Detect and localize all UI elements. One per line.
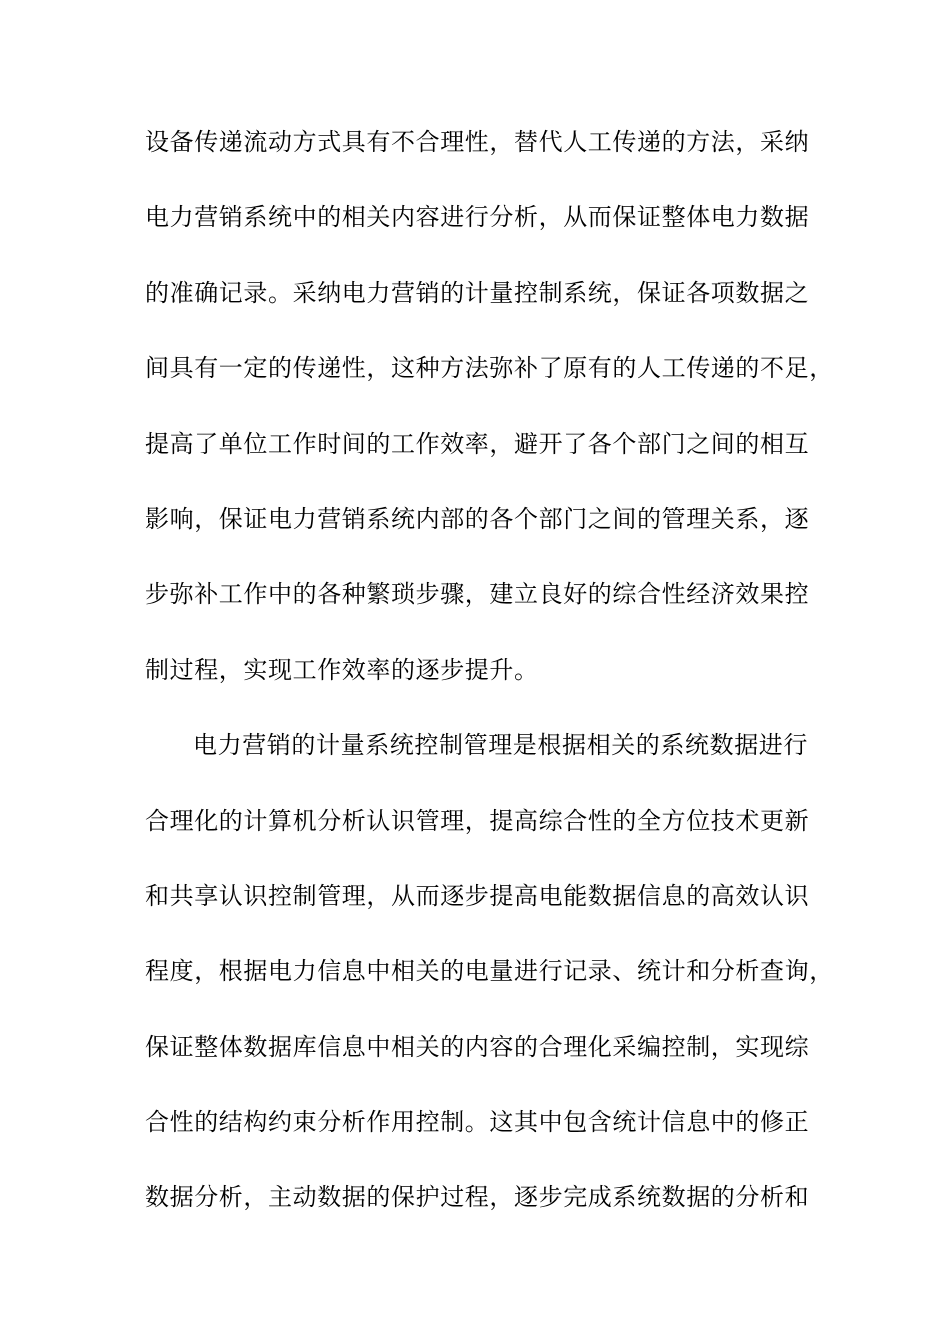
text-line: 间具有一定的传递性，这种方法弥补了原有的人工传递的不足， bbox=[145, 354, 834, 383]
text-line: 电力营销系统中的相关内容进行分析，从而保证整体电力数据 bbox=[145, 203, 810, 232]
text-line: 设备传递流动方式具有不合理性，替代人工传递的方法，采纳 bbox=[145, 128, 810, 156]
text-line: 数据分析，主动数据的保护过程，逐步完成系统数据的分析和 bbox=[145, 1183, 810, 1212]
text-line: 影响，保证电力营销系统内部的各个部门之间的管理关系，逐 bbox=[145, 504, 810, 533]
text-line: 程度，根据电力信息中相关的电量进行记录、统计和分析查询， bbox=[145, 957, 834, 986]
paragraph-start-line: 电力营销的计量系统控制管理是根据相关的系统数据进行 bbox=[193, 731, 808, 760]
text-line: 的准确记录。采纳电力营销的计量控制系统，保证各项数据之 bbox=[145, 278, 810, 307]
text-line: 和共享认识控制管理，从而逐步提高电能数据信息的高效认识 bbox=[145, 881, 810, 910]
text-line: 合理化的计算机分析认识管理，提高综合性的全方位技术更新 bbox=[145, 806, 810, 835]
text-line: 步弥补工作中的各种繁琐步骤，建立良好的综合性经济效果控 bbox=[145, 580, 810, 609]
text-line: 制过程，实现工作效率的逐步提升。 bbox=[145, 655, 539, 684]
text-line: 提高了单位工作时间的工作效率，避开了各个部门之间的相互 bbox=[145, 429, 810, 458]
text-line: 合性的结构约束分析作用控制。这其中包含统计信息中的修正 bbox=[145, 1108, 810, 1137]
body-text bbox=[145, 127, 835, 1258]
text-line: 保证整体数据库信息中相关的内容的合理化采编控制，实现综 bbox=[145, 1032, 810, 1061]
